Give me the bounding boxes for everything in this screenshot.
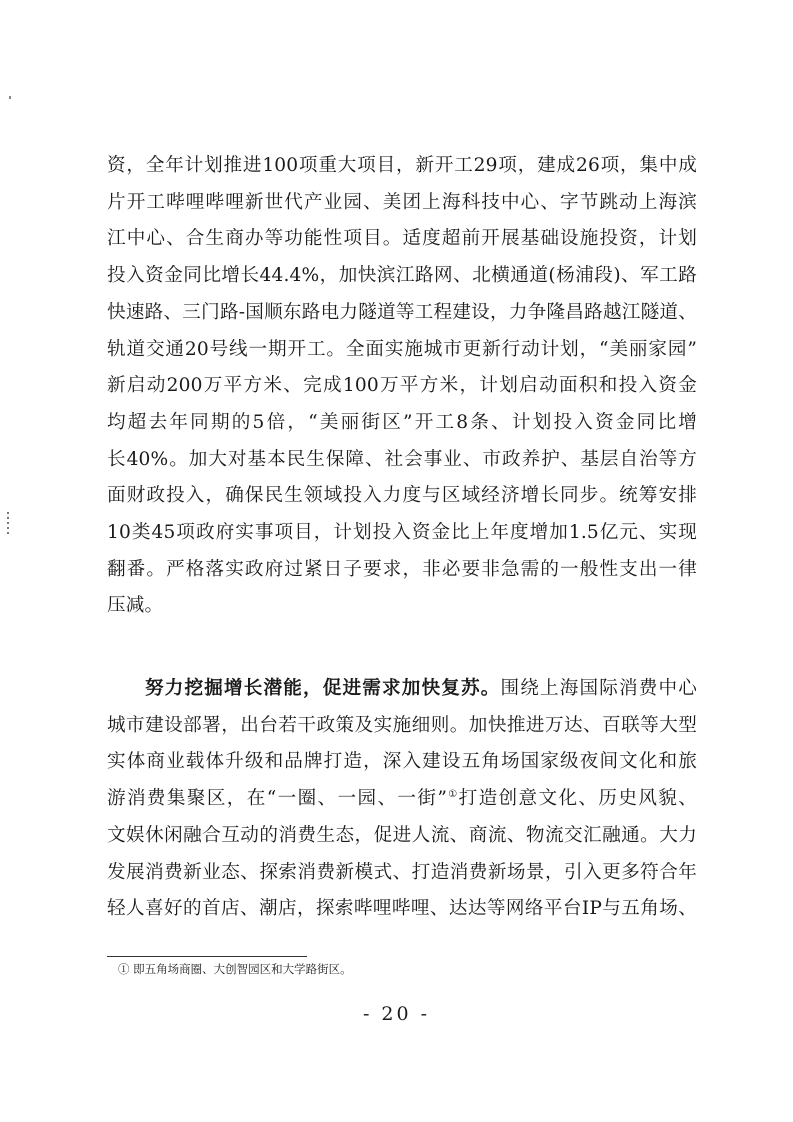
text-line: 长40%。加大对基本民生保障、社会事业、市政养护、基层自治等方 — [107, 448, 697, 470]
text-segment: 游消费集聚区，在“一圈、一园、一街” — [107, 788, 448, 810]
text-line: 城市建设部署，出台若干政策及实施细则。加快推进万达、百联等大型 — [107, 714, 697, 736]
text-line: 压减。 — [107, 595, 164, 617]
footnote-text: 即五角场商圈、大创智园区和大学路街区。 — [133, 962, 352, 976]
text-line: 轻人喜好的首店、潮店，探索哔哩哔哩、达达等网络平台IP与五角场、 — [107, 898, 697, 920]
text-line: 10类45项政府实事项目，计划投入资金比上年度增加1.5亿元、实现 — [107, 522, 697, 544]
paragraph-consumption-growth — [107, 671, 697, 928]
text-line: 投入资金同比增长44.4%，加快滨江路网、北横通道(杨浦段)、军工路 — [107, 265, 697, 287]
footnote-divider — [107, 956, 307, 957]
footnote — [118, 961, 352, 977]
text-line: 江中心、合生商办等功能性项目。适度超前开展基础设施投资，计划 — [107, 228, 697, 250]
footnote-reference[interactable]: ① — [447, 788, 459, 800]
text-line — [107, 671, 697, 708]
text-line: 实体商业载体升级和品牌打造，深入建设五角场国家级夜间文化和旅 — [107, 751, 697, 773]
text-line: 文娱休闲融合互动的消费生态，促进人流、商流、物流交汇融通。大力 — [107, 824, 697, 846]
text-line: 发展消费新业态、探索消费新模式、打造消费新场景，引入更多符合年 — [107, 861, 697, 883]
text-line: 资，全年计划推进100项重大项目，新开工29项，建成26项，集中成 — [107, 155, 697, 176]
paragraph-fiscal-investment — [107, 148, 697, 625]
paragraph-lead-heading: 努力挖掘增长潜能，促进需求加快复苏。 — [145, 678, 501, 699]
text-line: 快速路、三门路-国顺东路电力隧道等工程建设，力争隆昌路越江隧道、 — [107, 301, 697, 323]
footnote-marker: ① — [118, 962, 130, 976]
scan-artifact — [7, 512, 9, 534]
text-line: 均超去年同期的5倍，“美丽街区”开工8条、计划投入资金同比增 — [107, 411, 697, 433]
text-segment: 打造创意文化、历史风貌、 — [458, 788, 697, 810]
text-line — [107, 781, 697, 818]
text-line: 轨道交通20号线一期开工。全面实施城市更新行动计划，“美丽家园” — [107, 338, 697, 360]
text-line: 片开工哔哩哔哩新世代产业园、美团上海科技中心、字节跳动上海滨 — [107, 191, 697, 213]
scan-artifact — [9, 96, 11, 99]
text-line: 面财政投入，确保民生领域投入力度与区域经济增长同步。统筹安排 — [107, 485, 697, 507]
text-line: 翻番。严格落实政府过紧日子要求，非必要非急需的一般性支出一律 — [107, 558, 697, 580]
text-segment: 围绕上海国际消费中心 — [500, 678, 697, 699]
text-line: 新启动200万平方米、完成100万平方米，计划启动面积和投入资金 — [107, 375, 697, 397]
page-number: - 20 - — [362, 1003, 431, 1025]
